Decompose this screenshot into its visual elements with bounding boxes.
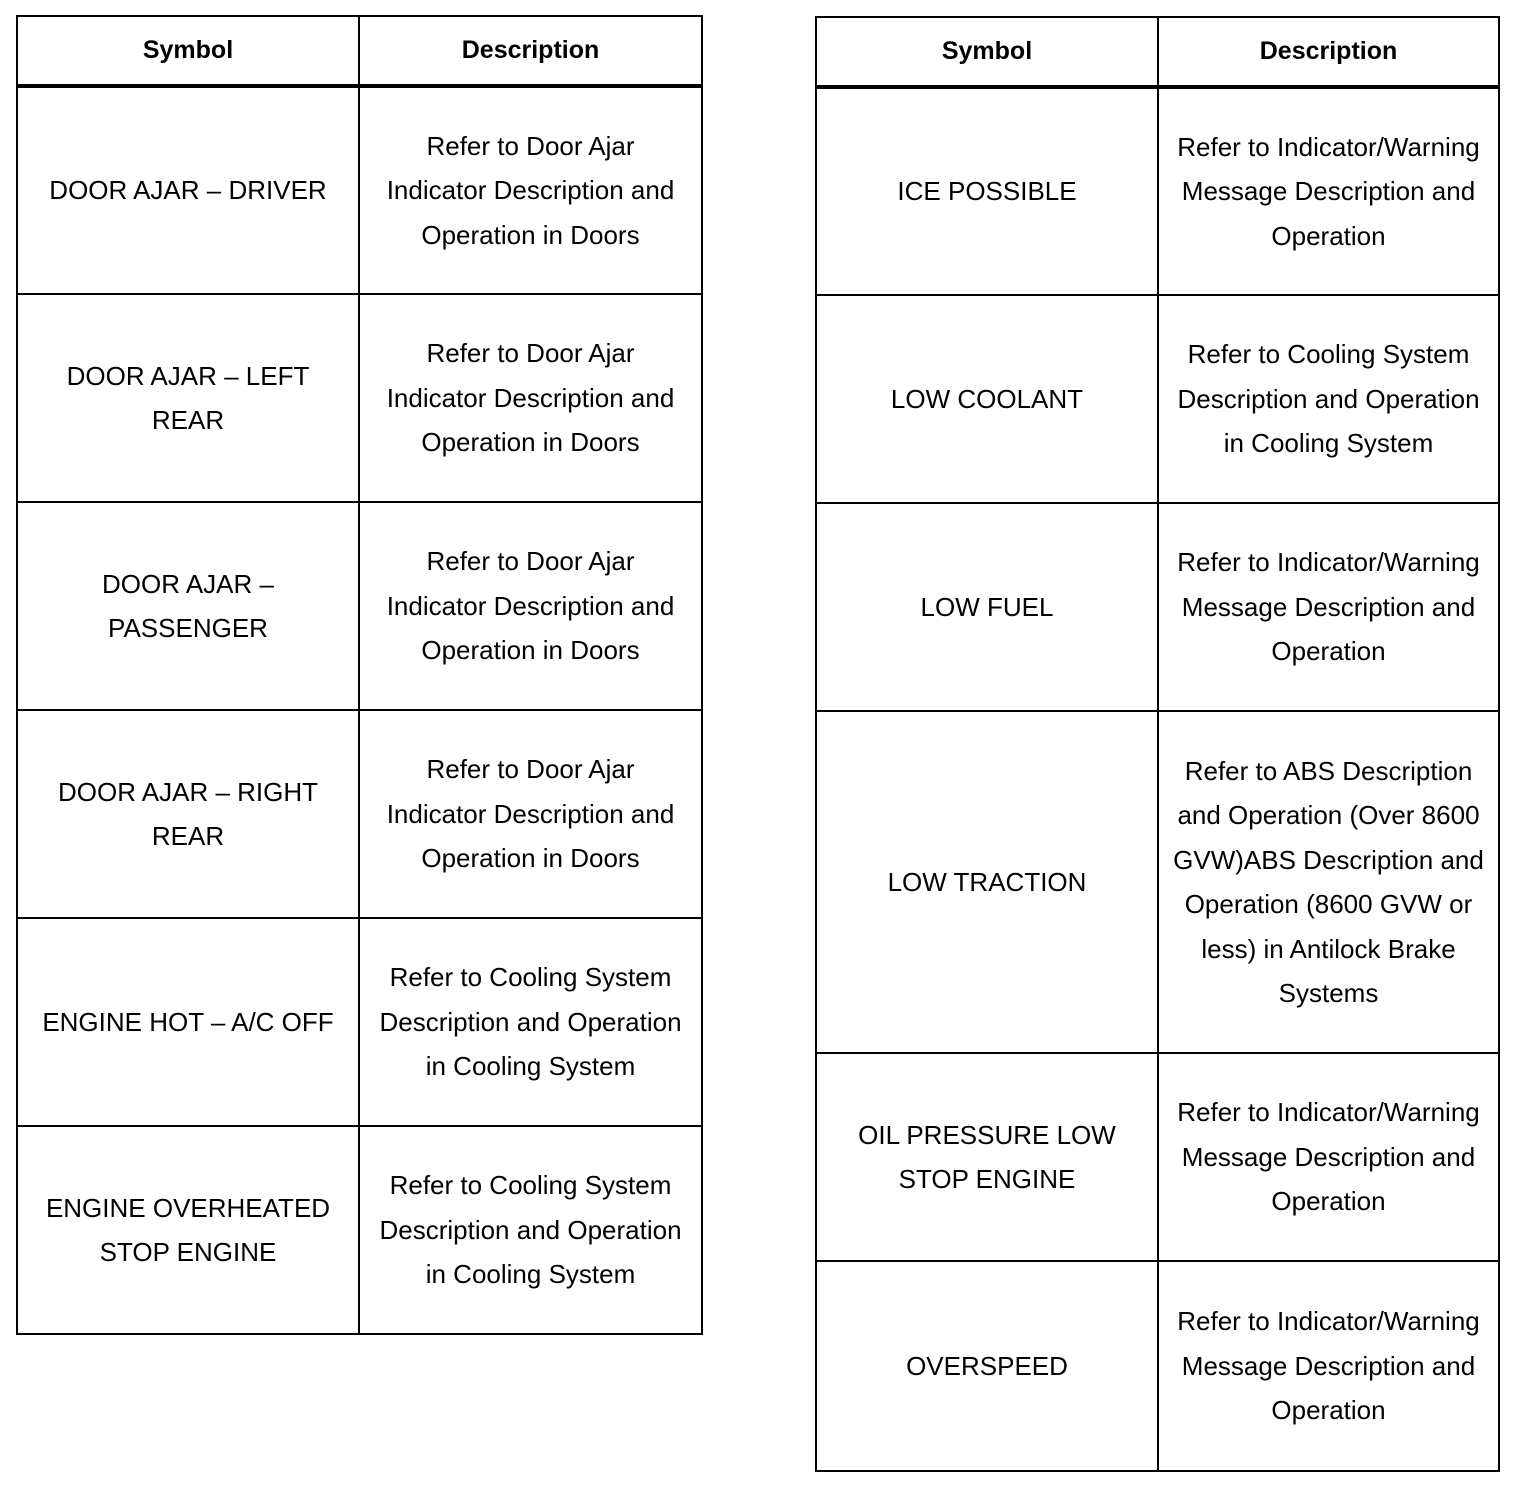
table-header-row [17, 16, 702, 86]
symbol-column-header: Symbol [17, 16, 359, 86]
table-row [17, 1126, 702, 1334]
description-cell: Refer to Door Ajar Indicator Description and Operation in Doors [359, 86, 702, 294]
symbol-cell: DOOR AJAR – LEFT REAR [17, 294, 359, 502]
description-cell: Refer to Cooling System Description and Operation in Cooling System [359, 1126, 702, 1334]
table-row [17, 918, 702, 1126]
table-row [816, 711, 1499, 1053]
description-cell: Refer to Indicator/Warning Message Description and Operation [1158, 503, 1499, 711]
description-cell: Refer to Cooling System Description and Operation in Cooling System [359, 918, 702, 1126]
symbol-cell: ENGINE HOT – A/C OFF [17, 918, 359, 1126]
symbol-cell: LOW COOLANT [816, 295, 1158, 503]
table-row [816, 1261, 1499, 1471]
symbol-cell: OVERSPEED [816, 1261, 1158, 1471]
description-cell: Refer to Door Ajar Indicator Description and Operation in Doors [359, 294, 702, 502]
description-column-header: Description [1158, 17, 1499, 87]
description-cell: Refer to Cooling System Description and Operation in Cooling System [1158, 295, 1499, 503]
description-cell: Refer to Indicator/Warning Message Description and Operation [1158, 1053, 1499, 1261]
description-cell: Refer to Door Ajar Indicator Description and Operation in Doors [359, 710, 702, 918]
symbol-cell: DOOR AJAR – PASSENGER [17, 502, 359, 710]
symbol-cell: LOW FUEL [816, 503, 1158, 711]
symbol-cell: ENGINE OVERHEATED STOP ENGINE [17, 1126, 359, 1334]
symbol-cell: DOOR AJAR – DRIVER [17, 86, 359, 294]
table-row [816, 295, 1499, 503]
table-row [17, 502, 702, 710]
description-cell: Refer to Indicator/Warning Message Description and Operation [1158, 1261, 1499, 1471]
symbol-cell: DOOR AJAR – RIGHT REAR [17, 710, 359, 918]
table-row [17, 86, 702, 294]
symbol-cell: LOW TRACTION [816, 711, 1158, 1053]
table-row [816, 87, 1499, 295]
symbol-cell: ICE POSSIBLE [816, 87, 1158, 295]
table-row [17, 710, 702, 918]
table-row [816, 503, 1499, 711]
description-cell: Refer to Door Ajar Indicator Description and Operation in Doors [359, 502, 702, 710]
table-header-row [816, 17, 1499, 87]
description-column-header: Description [359, 16, 702, 86]
symbol-cell: OIL PRESSURE LOW STOP ENGINE [816, 1053, 1158, 1261]
description-cell: Refer to ABS Description and Operation (Over 8600 GVW)ABS Description and Operation (8600 GVW or less) in Antilock Brake Systems [1158, 711, 1499, 1053]
symbol-column-header: Symbol [816, 17, 1158, 87]
left-reference-table [16, 15, 703, 1335]
description-cell: Refer to Indicator/Warning Message Description and Operation [1158, 87, 1499, 295]
table-row [816, 1053, 1499, 1261]
table-row [17, 294, 702, 502]
right-reference-table [815, 16, 1500, 1472]
